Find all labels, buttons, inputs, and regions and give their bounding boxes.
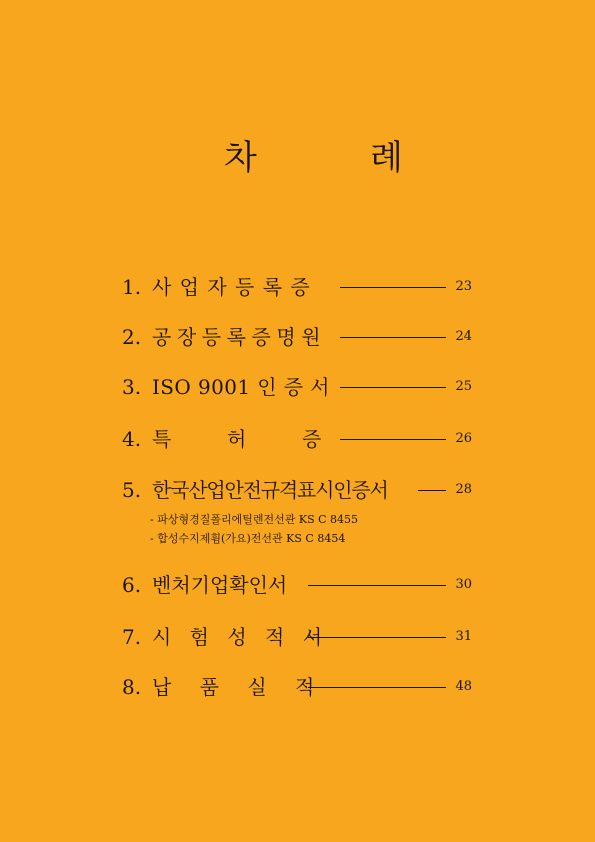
entry-number: 5. [122, 478, 142, 502]
entry-number: 2. [122, 325, 142, 349]
entry-label: 한국산업안전규격표시인증서 [152, 478, 388, 502]
entry-label-part-3: 증 [302, 427, 322, 451]
entry-number: 6. [122, 573, 142, 597]
toc-entry-2[interactable] [122, 324, 472, 350]
entry-page-number: 23 [455, 279, 472, 294]
entry-number: 7. [122, 625, 142, 649]
toc-entry-1[interactable] [122, 274, 472, 300]
title-char-2: 례 [370, 138, 403, 178]
entry-page-number: 25 [455, 379, 472, 394]
entry-label: 시 험 성 적 서 [152, 625, 329, 649]
toc-entry-8[interactable] [122, 674, 472, 700]
leader-line [340, 387, 446, 388]
entry-page-number: 26 [455, 431, 472, 446]
entry-label: 납 품 실 적 [152, 675, 326, 699]
entry-label-part-1: 특 [152, 427, 172, 451]
entry-number: 3. [122, 375, 142, 399]
toc-entry-7[interactable] [122, 624, 472, 650]
leader-line [308, 585, 446, 586]
leader-line [308, 637, 446, 638]
entry-page-number: 30 [455, 577, 472, 592]
sub-item-1: - 파상형경질폴리에틸렌전선관 KS C 8455 [150, 513, 359, 526]
leader-line [340, 287, 446, 288]
toc-entry-5[interactable] [122, 477, 472, 503]
entry-number: 8. [122, 675, 142, 699]
entry-label-part-2: 허 [227, 427, 247, 451]
toc-entry-4[interactable] [122, 426, 472, 452]
sub-item-2: - 합성수지제휨(가요)전선관 KS C 8454 [150, 532, 346, 545]
title-char-1: 차 [224, 138, 257, 178]
toc-entry-6[interactable] [122, 572, 472, 598]
entry-page-number: 31 [455, 629, 472, 644]
entry-label: 사 업 자 등 록 증 [152, 275, 311, 299]
leader-line [340, 439, 446, 440]
entry-label: 공 장 등 록 증 명 원 [152, 325, 321, 349]
entry-label: ISO 9001 인 증 서 [152, 375, 330, 399]
entry-number: 4. [122, 427, 142, 451]
entry-label: 벤처기업확인서 [152, 573, 288, 597]
entry-page-number: 28 [455, 482, 472, 497]
leader-line [418, 490, 446, 491]
leader-line [308, 687, 446, 688]
entry-page-number: 24 [455, 329, 472, 344]
entry-page-number: 48 [455, 679, 472, 694]
leader-line [340, 337, 446, 338]
entry-number: 1. [122, 275, 142, 299]
toc-entry-3[interactable] [122, 374, 472, 400]
